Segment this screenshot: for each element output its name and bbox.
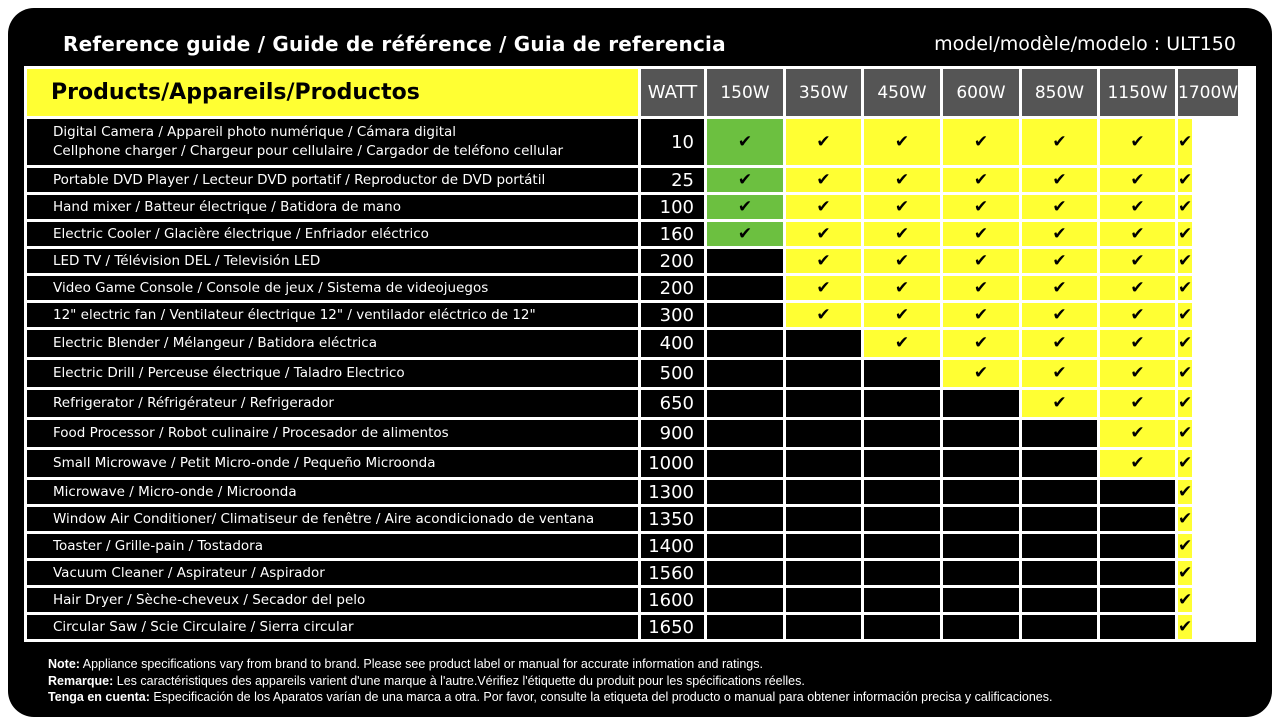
model-header-600w: 600W (943, 69, 1019, 116)
unsupported-cell (864, 561, 940, 585)
supported-cell (943, 330, 1019, 357)
watt-value: 1000 (641, 450, 704, 477)
supported-cell (864, 119, 940, 165)
appliance-name-line: Toaster / Grille-pain / Tostadora (53, 537, 263, 554)
unsupported-cell (1022, 588, 1097, 612)
check-mark-icon: ✔ (1052, 131, 1067, 152)
watt-value: 100 (641, 195, 704, 219)
appliance-name-line: Hair Dryer / Sèche-cheveux / Secador del pelo (53, 591, 366, 608)
unsupported-cell (786, 450, 861, 477)
unsupported-cell (786, 480, 861, 504)
supported-cell (1178, 330, 1192, 357)
watt-value: 650 (641, 390, 704, 417)
check-mark-icon: ✔ (894, 250, 910, 271)
check-mark-icon: ✔ (1178, 535, 1193, 556)
appliance-name-line: Circular Saw / Scie Circulaire / Sierra circular (53, 618, 354, 635)
supported-cell (1022, 119, 1097, 165)
supported-cell (1178, 450, 1192, 477)
unsupported-cell (864, 507, 940, 531)
unsupported-cell (707, 390, 783, 417)
watt-value: 1600 (641, 588, 704, 612)
appliance-name-line: Small Microwave / Petit Micro-onde / Pequeño Microonda (53, 455, 436, 471)
check-mark-icon: ✔ (1178, 453, 1193, 473)
supported-cell (943, 303, 1019, 327)
check-mark-icon: ✔ (1130, 423, 1145, 443)
check-mark-icon: ✔ (1130, 304, 1145, 325)
watt-value: 500 (641, 360, 704, 387)
check-mark-icon: ✔ (737, 131, 753, 152)
check-mark-icon: ✔ (1130, 363, 1145, 383)
note-text: Les caractéristiques des appareils varient d'une marque à l'autre.Vérifiez l'étiquette du produit pour les spécifications réelles. (113, 673, 805, 688)
supported-cell (864, 303, 940, 327)
page-title: Reference guide / Guide de référence / Guia de referencia (63, 32, 726, 56)
unsupported-cell (707, 330, 783, 357)
unsupported-cell (707, 276, 783, 300)
unsupported-cell (1100, 534, 1175, 558)
supported-cell (943, 222, 1019, 246)
unsupported-cell (786, 360, 861, 387)
check-mark-icon: ✔ (1178, 277, 1193, 298)
check-mark-icon: ✔ (816, 196, 831, 217)
appliance-name-line: Video Game Console / Console de jeux / Sistema de videojuegos (53, 279, 489, 296)
supported-cell (943, 360, 1019, 387)
watt-value: 160 (641, 222, 704, 246)
unsupported-cell (943, 480, 1019, 504)
model-header-150w: 150W (707, 69, 783, 116)
check-mark-icon: ✔ (1130, 196, 1145, 217)
note-label: Remarque: (48, 673, 114, 688)
check-mark-icon: ✔ (1178, 562, 1193, 583)
unsupported-cell (707, 360, 783, 387)
supported-cell (1022, 222, 1097, 246)
appliance-name (27, 534, 638, 558)
unsupported-cell (1100, 507, 1175, 531)
check-mark-icon: ✔ (816, 250, 831, 271)
check-mark-icon: ✔ (737, 169, 753, 190)
check-mark-icon: ✔ (1130, 333, 1145, 353)
supported-cell (1022, 276, 1097, 300)
appliance-name-line: 12" electric fan / Ventilateur électrique 12" / ventilador eléctrico de 12" (53, 306, 536, 323)
supported-cell (864, 222, 940, 246)
supported-cell (1100, 119, 1175, 165)
check-mark-icon: ✔ (1130, 393, 1145, 413)
supported-cell (1178, 507, 1192, 531)
check-mark-icon: ✔ (1052, 304, 1067, 325)
unsupported-cell (707, 534, 783, 558)
check-mark-icon: ✔ (894, 304, 910, 325)
supported-cell (1100, 276, 1175, 300)
unsupported-cell (1022, 480, 1097, 504)
appliance-name-line: Electric Drill / Perceuse électrique / Taladro Electrico (53, 365, 405, 381)
supported-cell (1100, 168, 1175, 192)
note-label: Tenga en cuenta: (48, 690, 150, 704)
supported-cell (1022, 195, 1097, 219)
supported-cell (786, 168, 861, 192)
supported-cell (1178, 360, 1192, 387)
unsupported-cell (707, 507, 783, 531)
watt-value: 400 (641, 330, 704, 357)
check-mark-icon: ✔ (1052, 250, 1067, 271)
unsupported-cell (707, 588, 783, 612)
check-mark-icon: ✔ (737, 223, 753, 244)
check-mark-icon: ✔ (1178, 393, 1193, 413)
supported-cell (1100, 420, 1175, 447)
unsupported-cell (864, 480, 940, 504)
appliance-name (27, 276, 638, 300)
unsupported-cell (864, 588, 940, 612)
supported-cell (1178, 276, 1192, 300)
check-mark-icon: ✔ (737, 196, 753, 217)
appliance-name-line: Hand mixer / Batteur électrique / Batidora de mano (53, 198, 401, 215)
check-mark-icon: ✔ (1178, 223, 1193, 244)
appliance-name (27, 195, 638, 219)
appliance-name-line: Vacuum Cleaner / Aspirateur / Aspirador (53, 564, 325, 581)
appliance-name (27, 507, 638, 531)
unsupported-cell (943, 390, 1019, 417)
watt-value: 1350 (641, 507, 704, 531)
check-mark-icon: ✔ (973, 196, 989, 217)
watt-value: 200 (641, 249, 704, 273)
unsupported-cell (943, 507, 1019, 531)
unsupported-cell (1100, 561, 1175, 585)
supported-cell (1100, 450, 1175, 477)
appliance-name (27, 249, 638, 273)
supported-cell (707, 119, 783, 165)
appliance-name (27, 450, 638, 477)
unsupported-cell (786, 390, 861, 417)
check-mark-icon: ✔ (973, 250, 989, 271)
supported-cell (864, 168, 940, 192)
check-mark-icon: ✔ (973, 304, 989, 325)
supported-cell (1178, 222, 1192, 246)
appliance-name (27, 615, 638, 639)
appliance-name-line: Window Air Conditioner/ Climatiseur de fenêtre / Aire acondicionado de ventana (53, 510, 595, 527)
supported-cell (1022, 390, 1097, 417)
unsupported-cell (943, 420, 1019, 447)
unsupported-cell (864, 360, 940, 387)
check-mark-icon: ✔ (1130, 169, 1145, 190)
check-mark-icon: ✔ (973, 131, 989, 152)
supported-cell (1100, 330, 1175, 357)
supported-cell (707, 195, 783, 219)
supported-cell (943, 276, 1019, 300)
watt-value: 300 (641, 303, 704, 327)
model-header-1150w: 1150W (1100, 69, 1175, 116)
supported-cell (1178, 303, 1192, 327)
check-mark-icon: ✔ (1178, 333, 1193, 353)
check-mark-icon: ✔ (894, 277, 910, 298)
unsupported-cell (786, 534, 861, 558)
unsupported-cell (1022, 507, 1097, 531)
unsupported-cell (707, 420, 783, 447)
check-mark-icon: ✔ (1052, 277, 1067, 298)
unsupported-cell (707, 249, 783, 273)
appliance-name (27, 222, 638, 246)
appliance-name-line: Food Processor / Robot culinaire / Procesador de alimentos (53, 425, 449, 441)
check-mark-icon: ✔ (1130, 277, 1145, 298)
compatibility-table (24, 66, 1256, 642)
appliance-name (27, 420, 638, 447)
supported-cell (1100, 360, 1175, 387)
watt-value: 1560 (641, 561, 704, 585)
supported-cell (943, 195, 1019, 219)
watt-value: 1400 (641, 534, 704, 558)
unsupported-cell (1100, 588, 1175, 612)
appliance-name-line: Digital Camera / Appareil photo numérique / Cámara digital (53, 124, 457, 140)
supported-cell (1022, 330, 1097, 357)
supported-cell (864, 249, 940, 273)
appliance-name (27, 303, 638, 327)
unsupported-cell (786, 507, 861, 531)
check-mark-icon: ✔ (973, 223, 989, 244)
appliance-name-line: Refrigerator / Réfrigérateur / Refrigerador (53, 395, 334, 411)
appliance-name-line: Electric Cooler / Glacière électrique / Enfriador eléctrico (53, 225, 429, 242)
unsupported-cell (943, 588, 1019, 612)
check-mark-icon: ✔ (1052, 169, 1067, 190)
unsupported-cell (1022, 450, 1097, 477)
watt-value: 1650 (641, 615, 704, 639)
check-mark-icon: ✔ (894, 131, 910, 152)
supported-cell (786, 303, 861, 327)
unsupported-cell (864, 615, 940, 639)
appliance-name-line: Microwave / Micro-onde / Microonda (53, 483, 297, 500)
note-line (48, 673, 1052, 690)
check-mark-icon: ✔ (1178, 616, 1193, 637)
note-text: Especificación de los Aparatos varían de una marca a otra. Por favor, consulte la etiqueta del producto o manual para obtener información precisa y calificaciones. (149, 690, 1053, 704)
appliance-name (27, 390, 638, 417)
check-mark-icon: ✔ (1052, 393, 1067, 413)
unsupported-cell (1100, 615, 1175, 639)
appliance-name-line: Portable DVD Player / Lecteur DVD portatif / Reproductor de DVD portátil (53, 171, 546, 188)
unsupported-cell (943, 534, 1019, 558)
supported-cell (1178, 195, 1192, 219)
supported-cell (1178, 168, 1192, 192)
model-header-850w: 850W (1022, 69, 1097, 116)
supported-cell (786, 195, 861, 219)
model-header-450w: 450W (864, 69, 940, 116)
unsupported-cell (786, 588, 861, 612)
watt-value: 1300 (641, 480, 704, 504)
check-mark-icon: ✔ (1052, 363, 1067, 383)
note-line (48, 656, 1052, 673)
unsupported-cell (1022, 420, 1097, 447)
unsupported-cell (1100, 480, 1175, 504)
supported-cell (864, 276, 940, 300)
appliance-name (27, 480, 638, 504)
supported-cell (1178, 615, 1192, 639)
watt-value: 25 (641, 168, 704, 192)
supported-cell (943, 249, 1019, 273)
unsupported-cell (707, 561, 783, 585)
supported-cell (1178, 588, 1192, 612)
check-mark-icon: ✔ (973, 169, 989, 190)
check-mark-icon: ✔ (1178, 196, 1193, 217)
appliance-name (27, 168, 638, 192)
supported-cell (786, 119, 861, 165)
check-mark-icon: ✔ (1178, 363, 1193, 383)
appliance-name-line: LED TV / Télévision DEL / Televisión LED (53, 252, 321, 269)
check-mark-icon: ✔ (816, 277, 831, 298)
check-mark-icon: ✔ (1178, 508, 1193, 529)
appliance-name-line: Cellphone charger / Chargeur pour cellulaire / Cargador de teléfono cellular (53, 143, 564, 159)
watt-value: 900 (641, 420, 704, 447)
unsupported-cell (1022, 561, 1097, 585)
supported-cell (1100, 390, 1175, 417)
unsupported-cell (786, 330, 861, 357)
check-mark-icon: ✔ (1052, 333, 1067, 353)
check-mark-icon: ✔ (1178, 304, 1193, 325)
supported-cell (1022, 360, 1097, 387)
check-mark-icon: ✔ (1178, 131, 1193, 152)
supported-cell (1100, 195, 1175, 219)
appliance-name (27, 561, 638, 585)
check-mark-icon: ✔ (816, 131, 831, 152)
check-mark-icon: ✔ (816, 223, 831, 244)
check-mark-icon: ✔ (894, 333, 910, 353)
unsupported-cell (707, 303, 783, 327)
supported-cell (1178, 249, 1192, 273)
supported-cell (1178, 480, 1192, 504)
note-line (48, 689, 1052, 706)
appliance-name (27, 588, 638, 612)
appliance-name-line: Electric Blender / Mélangeur / Batidora eléctrica (53, 335, 377, 351)
unsupported-cell (707, 450, 783, 477)
supported-cell (1178, 390, 1192, 417)
supported-cell (943, 119, 1019, 165)
unsupported-cell (943, 615, 1019, 639)
check-mark-icon: ✔ (1130, 453, 1145, 473)
watt-header: WATT (641, 69, 704, 116)
check-mark-icon: ✔ (1130, 223, 1145, 244)
supported-cell (1178, 420, 1192, 447)
appliance-name (27, 119, 638, 165)
unsupported-cell (707, 615, 783, 639)
unsupported-cell (786, 561, 861, 585)
unsupported-cell (943, 450, 1019, 477)
supported-cell (1100, 222, 1175, 246)
note-label: Note: (48, 657, 80, 671)
supported-cell (1178, 534, 1192, 558)
supported-cell (864, 330, 940, 357)
check-mark-icon: ✔ (1178, 250, 1193, 271)
check-mark-icon: ✔ (894, 169, 910, 190)
supported-cell (1022, 249, 1097, 273)
check-mark-icon: ✔ (1130, 131, 1145, 152)
unsupported-cell (864, 420, 940, 447)
watt-value: 10 (641, 119, 704, 165)
notes-section (48, 656, 1052, 706)
unsupported-cell (864, 534, 940, 558)
supported-cell (786, 276, 861, 300)
supported-cell (1100, 303, 1175, 327)
model-header-350w: 350W (786, 69, 861, 116)
check-mark-icon: ✔ (1178, 169, 1193, 190)
note-text: Appliance specifications vary from brand to brand. Please see product label or manual for accurate information and ratings. (79, 657, 763, 671)
model-header-1700w: 1700W (1178, 69, 1238, 116)
unsupported-cell (1022, 534, 1097, 558)
unsupported-cell (786, 420, 861, 447)
check-mark-icon: ✔ (973, 277, 989, 298)
unsupported-cell (786, 615, 861, 639)
supported-cell (1022, 303, 1097, 327)
products-header: Products/Appareils/Productos (27, 69, 638, 116)
check-mark-icon: ✔ (1178, 423, 1193, 443)
check-mark-icon: ✔ (1178, 481, 1193, 502)
unsupported-cell (864, 450, 940, 477)
unsupported-cell (943, 561, 1019, 585)
check-mark-icon: ✔ (1052, 196, 1067, 217)
check-mark-icon: ✔ (1130, 250, 1145, 271)
supported-cell (786, 249, 861, 273)
appliance-name (27, 330, 638, 357)
supported-cell (1178, 561, 1192, 585)
check-mark-icon: ✔ (894, 223, 910, 244)
check-mark-icon: ✔ (973, 363, 989, 383)
supported-cell (707, 222, 783, 246)
supported-cell (1022, 168, 1097, 192)
check-mark-icon: ✔ (816, 304, 831, 325)
supported-cell (1178, 119, 1192, 165)
appliance-name (27, 360, 638, 387)
unsupported-cell (1022, 615, 1097, 639)
check-mark-icon: ✔ (894, 196, 910, 217)
check-mark-icon: ✔ (816, 169, 831, 190)
supported-cell (864, 195, 940, 219)
unsupported-cell (707, 480, 783, 504)
check-mark-icon: ✔ (1052, 223, 1067, 244)
supported-cell (943, 168, 1019, 192)
check-mark-icon: ✔ (1178, 589, 1193, 610)
supported-cell (786, 222, 861, 246)
watt-value: 200 (641, 276, 704, 300)
supported-cell (1100, 249, 1175, 273)
unsupported-cell (864, 390, 940, 417)
check-mark-icon: ✔ (973, 333, 989, 353)
supported-cell (707, 168, 783, 192)
model-label: model/modèle/modelo : ULT150 (934, 33, 1236, 55)
